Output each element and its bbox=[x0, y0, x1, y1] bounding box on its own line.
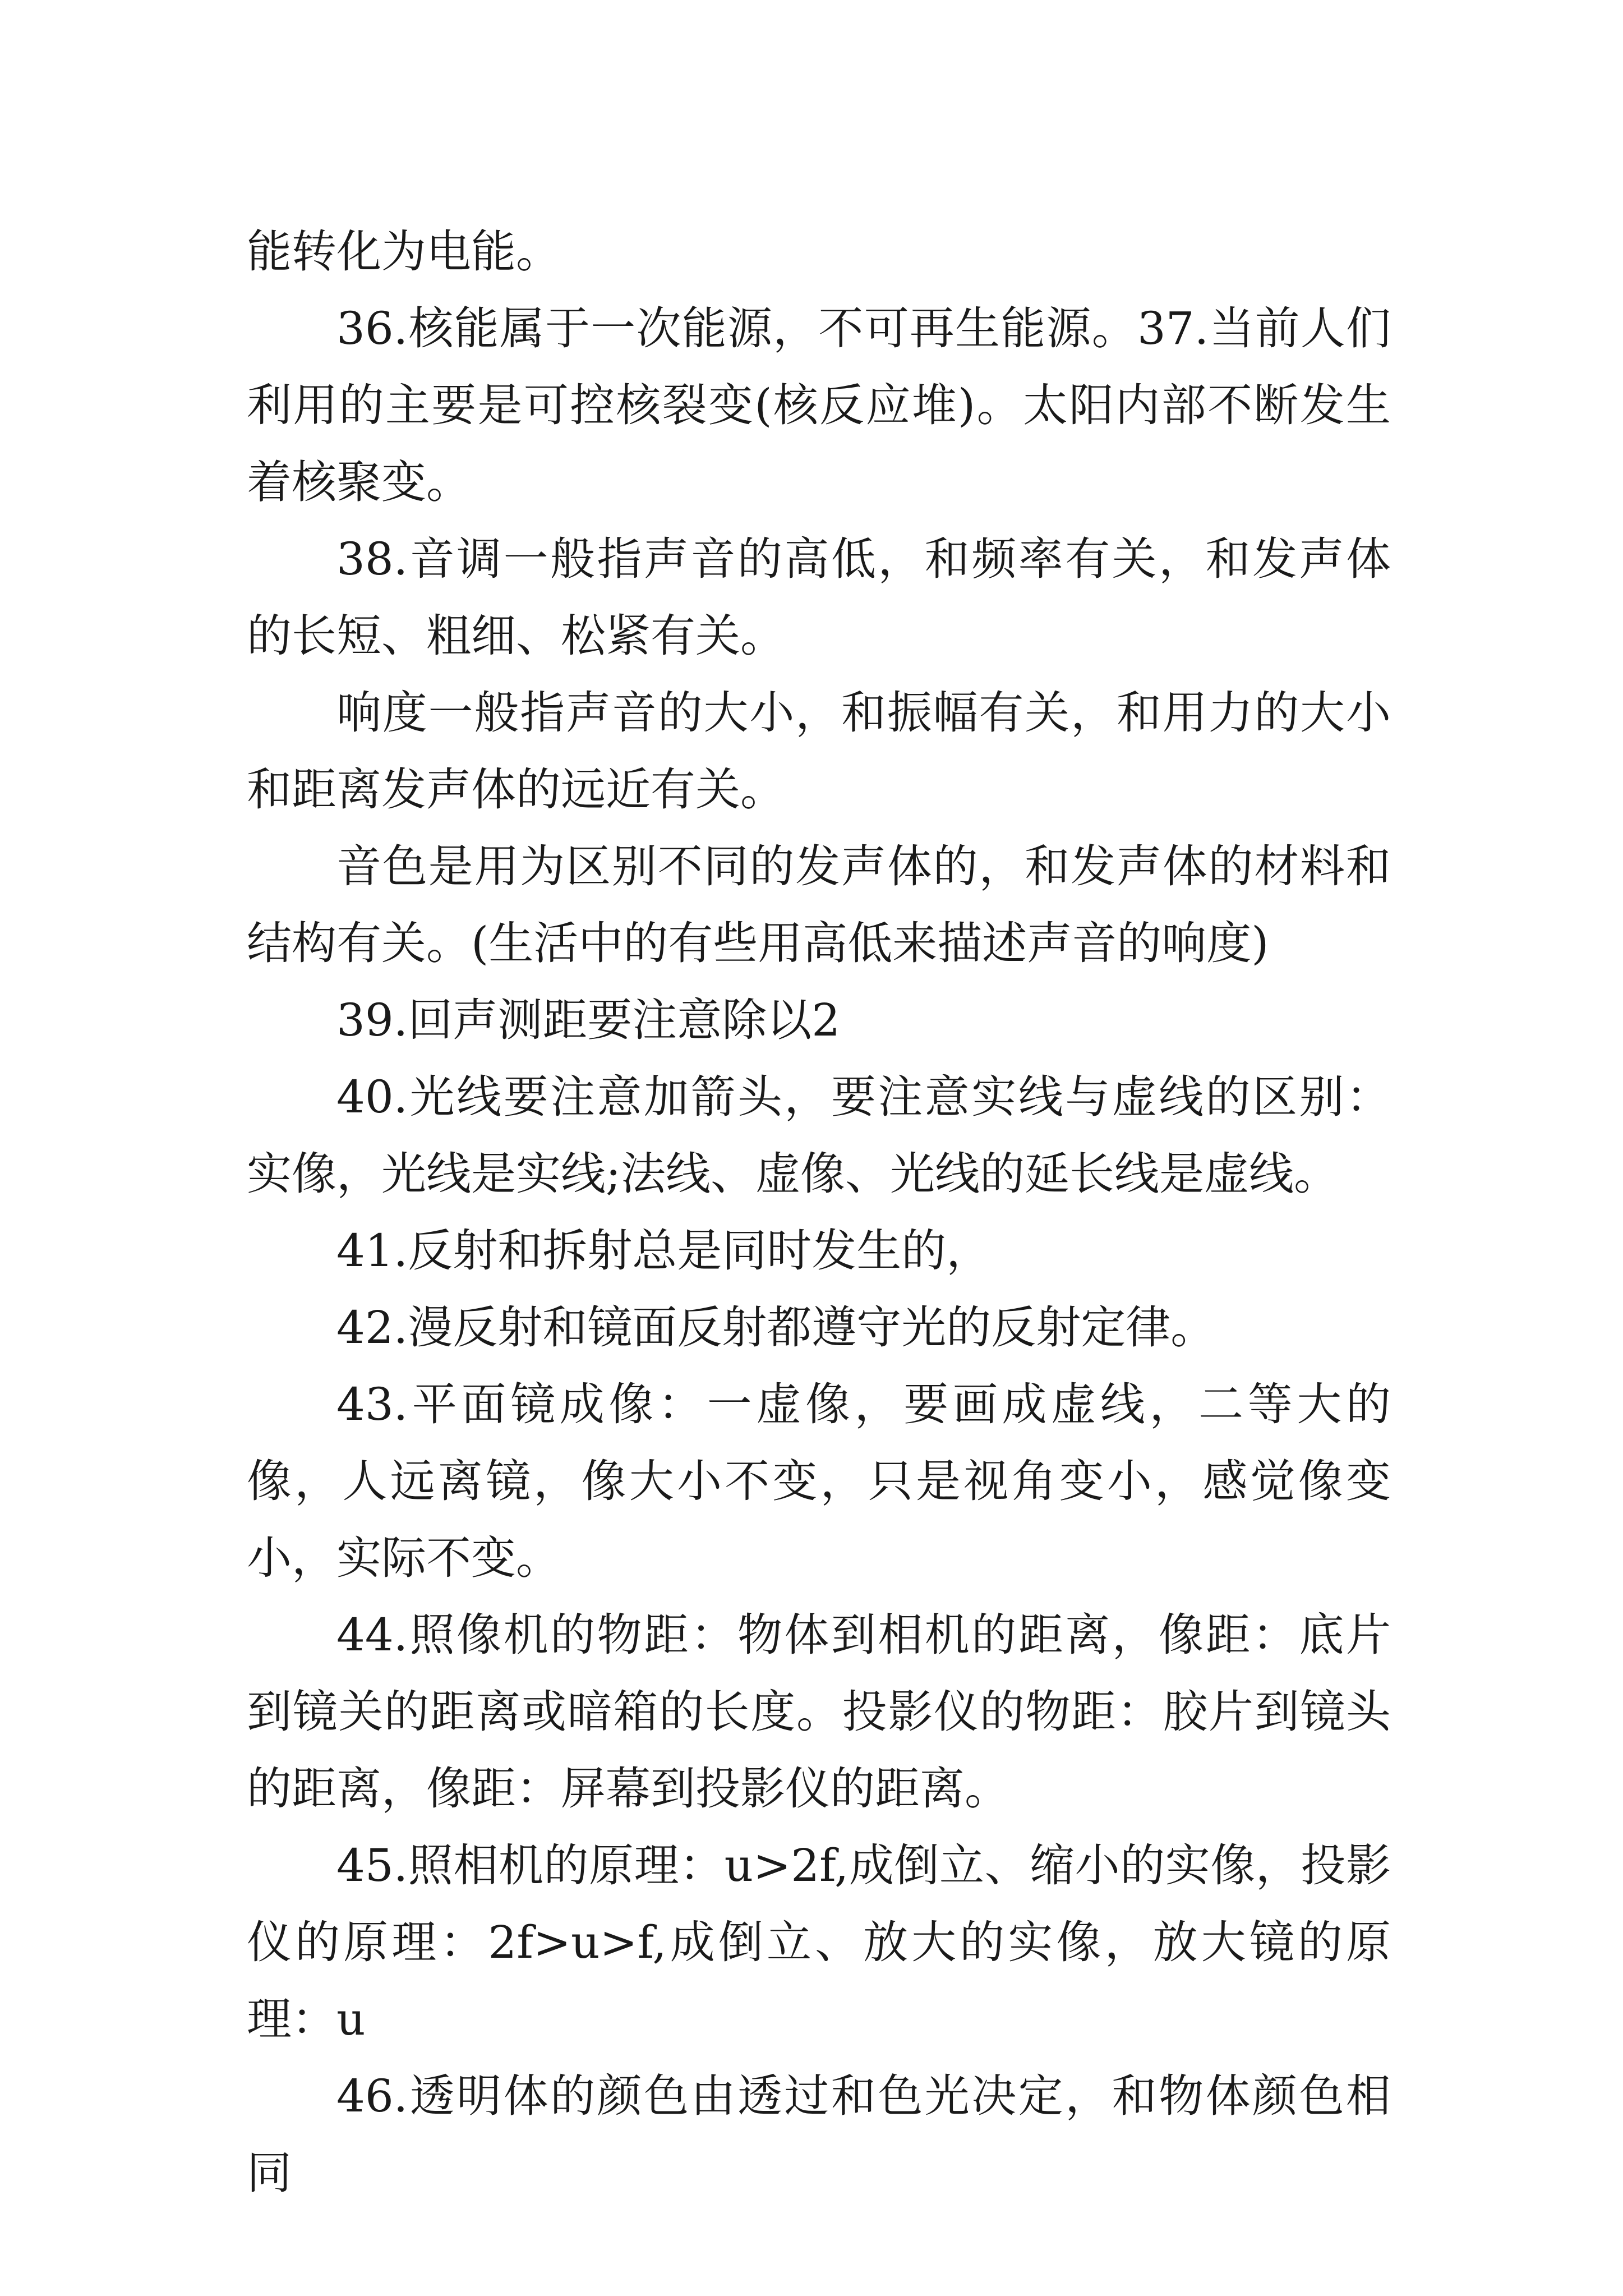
paragraph-46: 46.透明体的颜色由透过和色光决定，和物体颜色相同 bbox=[247, 2070, 1391, 2199]
paragraph-42: 42.漫反射和镜面反射都遵守光的反射定律。 bbox=[336, 1301, 1216, 1354]
paragraph-timbre: 音色是用为区别不同的发声体的，和发声体的材料和结构有关。(生活中的有些用高低来描述声音的响度) bbox=[247, 840, 1391, 969]
paragraph-39: 39.回声测距要注意除以2 bbox=[336, 994, 841, 1046]
document-body bbox=[247, 213, 1391, 2211]
paragraph-44: 44.照像机的物距：物体到相机的距离，像距：底片到镜关的距离或暗箱的长度。投影仪的物距：胶片到镜头的距离，像距：屏幕到投影仪的距离。 bbox=[247, 1609, 1391, 1815]
paragraph-loudness: 响度一般指声音的大小，和振幅有关，和用力的大小和距离发声体的远近有关。 bbox=[247, 687, 1391, 816]
paragraph-continuation: 能转化为电能。 bbox=[247, 226, 561, 278]
paragraph-43: 43.平面镜成像：一虚像，要画成虚线，二等大的像，人远离镜，像大小不变，只是视角变小，感觉像变小，实际不变。 bbox=[247, 1378, 1391, 1584]
paragraph-40: 40.光线要注意加箭头，要注意实线与虚线的区别：实像，光线是实线;法线、虚像、光线的延长线是虚线。 bbox=[247, 1071, 1391, 1200]
paragraph-36-37: 36.核能属于一次能源，不可再生能源。37.当前人们利用的主要是可控核裂变(核反应堆)。太阳内部不断发生着核聚变。 bbox=[247, 302, 1391, 508]
paragraph-45: 45.照相机的原理：u>2f,成倒立、缩小的实像，投影仪的原理：2f>u>f,成倒立、放大的实像，放大镜的原理：u bbox=[247, 1839, 1391, 2045]
paragraph-41: 41.反射和拆射总是同时发生的， bbox=[336, 1225, 992, 1277]
paragraph-38: 38.音调一般指声音的高低，和频率有关，和发声体的长短、粗细、松紧有关。 bbox=[247, 533, 1391, 662]
